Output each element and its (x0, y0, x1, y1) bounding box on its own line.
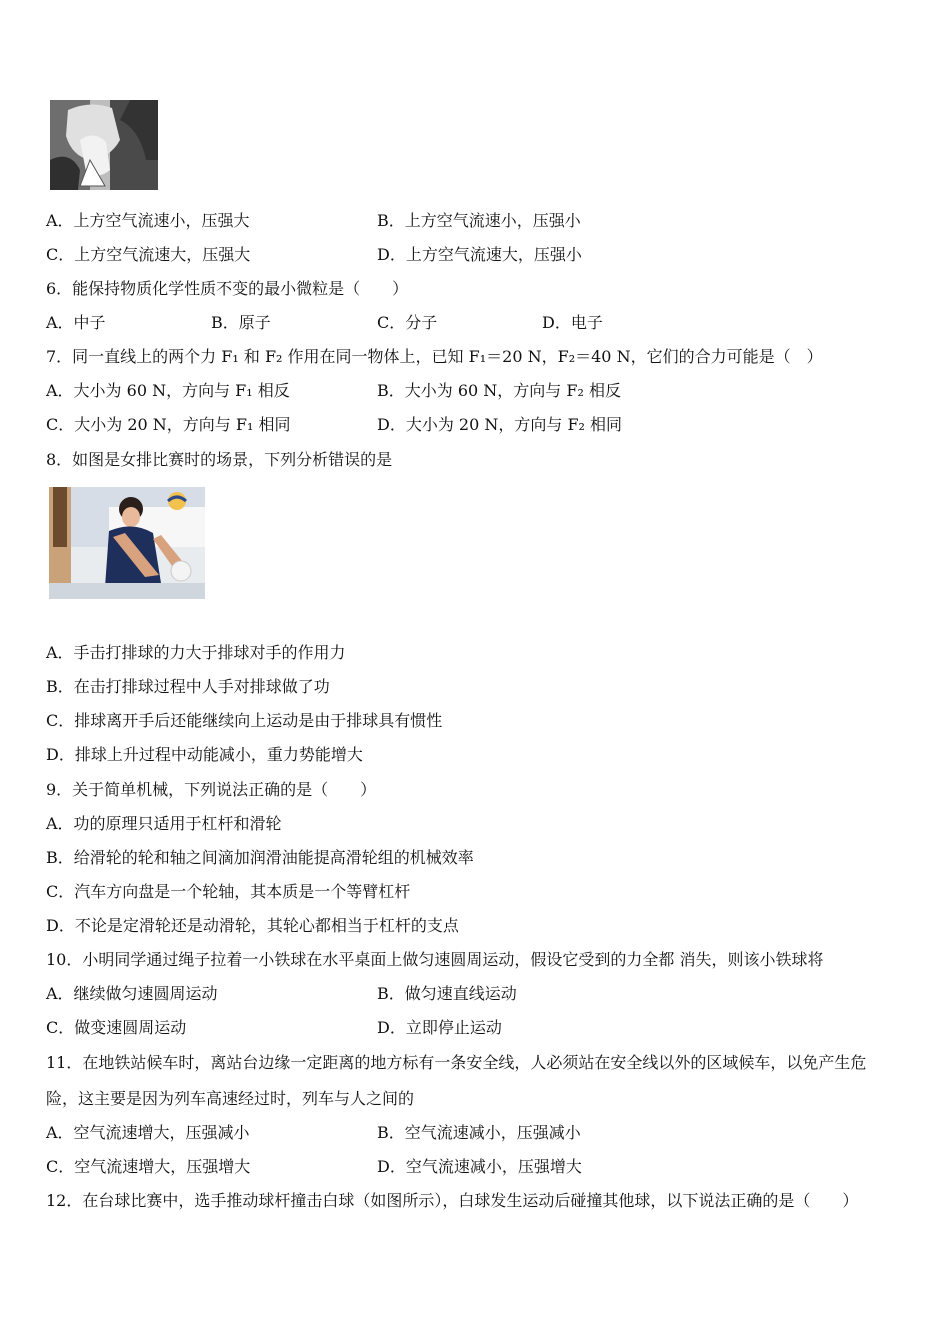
q5-option-d: D．上方空气流速大，压强小 (377, 245, 582, 264)
q6-option-b: B．原子 (211, 313, 271, 332)
q8-option-a: A．手击打排球的力大于排球对手的作用力 (46, 643, 346, 662)
q12-stem: 12．在台球比赛中，选手推动球杆撞击白球（如图所示），白球发生运动后碰撞其他球，以下说法正确的是（ ） (46, 1191, 859, 1210)
q8-stem: 8．如图是女排比赛时的场景，下列分析错误的是 (46, 450, 393, 469)
figure-volleyball-image (49, 487, 205, 599)
q10-option-c: C．做变速圆周运动 (46, 1018, 187, 1037)
q10-option-d: D．立即停止运动 (377, 1018, 502, 1037)
q11-stem-line2: 险，这主要是因为列车高速经过时，列车与人之间的 (46, 1089, 415, 1108)
q6-stem: 6．能保持物质化学性质不变的最小微粒是（ ） (46, 279, 409, 298)
q10-option-b: B．做匀速直线运动 (377, 984, 517, 1003)
q7-stem: 7．同一直线上的两个力 F₁ 和 F₂ 作用在同一物体上，已知 F₁＝20 N，F₂＝40 N，它们的合力可能是（ ） (46, 347, 823, 366)
q11-stem-line1: 11．在地铁站候车时，离站台边缘一定距离的地方标有一条安全线，人必须站在安全线以外的区域候车，以免产生危 (46, 1053, 867, 1072)
q9-option-b: B．给滑轮的轮和轴之间滴加润滑油能提高滑轮组的机械效率 (46, 848, 474, 867)
q11-option-d: D．空气流速减小，压强增大 (377, 1157, 582, 1176)
figure-blowing-image (50, 100, 158, 190)
q11-option-c: C．空气流速增大，压强增大 (46, 1157, 251, 1176)
q9-option-a: A．功的原理只适用于杠杆和滑轮 (46, 814, 282, 833)
q5-option-a: A．上方空气流速小，压强大 (46, 211, 250, 230)
q10-stem: 10．小明同学通过绳子拉着一小铁球在水平桌面上做匀速圆周运动，假设它受到的力全都 消失，则该小铁球将 (46, 950, 824, 969)
q6-option-c: C．分子 (377, 313, 438, 332)
q7-option-d: D．大小为 20 N，方向与 F₂ 相同 (377, 415, 623, 434)
q11-option-a: A．空气流速增大，压强减小 (46, 1123, 250, 1142)
q9-option-d: D．不论是定滑轮还是动滑轮，其轮心都相当于杠杆的支点 (46, 916, 459, 935)
q8-option-b: B．在击打排球过程中人手对排球做了功 (46, 677, 330, 696)
q7-option-a: A．大小为 60 N，方向与 F₁ 相反 (46, 381, 290, 400)
q6-option-d: D．电子 (542, 313, 603, 332)
q5-option-b: B．上方空气流速小，压强小 (377, 211, 581, 230)
q8-option-c: C．排球离开手后还能继续向上运动是由于排球具有惯性 (46, 711, 443, 730)
q5-option-c: C．上方空气流速大，压强大 (46, 245, 251, 264)
q8-option-d: D．排球上升过程中动能减小，重力势能增大 (46, 745, 363, 764)
q11-option-b: B．空气流速减小，压强减小 (377, 1123, 581, 1142)
figure-blowing-photo (50, 100, 158, 190)
q7-option-c: C．大小为 20 N，方向与 F₁ 相同 (46, 415, 291, 434)
q9-stem: 9．关于简单机械，下列说法正确的是（ ） (46, 780, 377, 799)
figure-volleyball-photo (49, 487, 205, 599)
q10-option-a: A．继续做匀速圆周运动 (46, 984, 218, 1003)
q9-option-c: C．汽车方向盘是一个轮轴，其本质是一个等臂杠杆 (46, 882, 411, 901)
q7-option-b: B．大小为 60 N，方向与 F₂ 相反 (377, 381, 621, 400)
q6-option-a: A．中子 (46, 313, 106, 332)
